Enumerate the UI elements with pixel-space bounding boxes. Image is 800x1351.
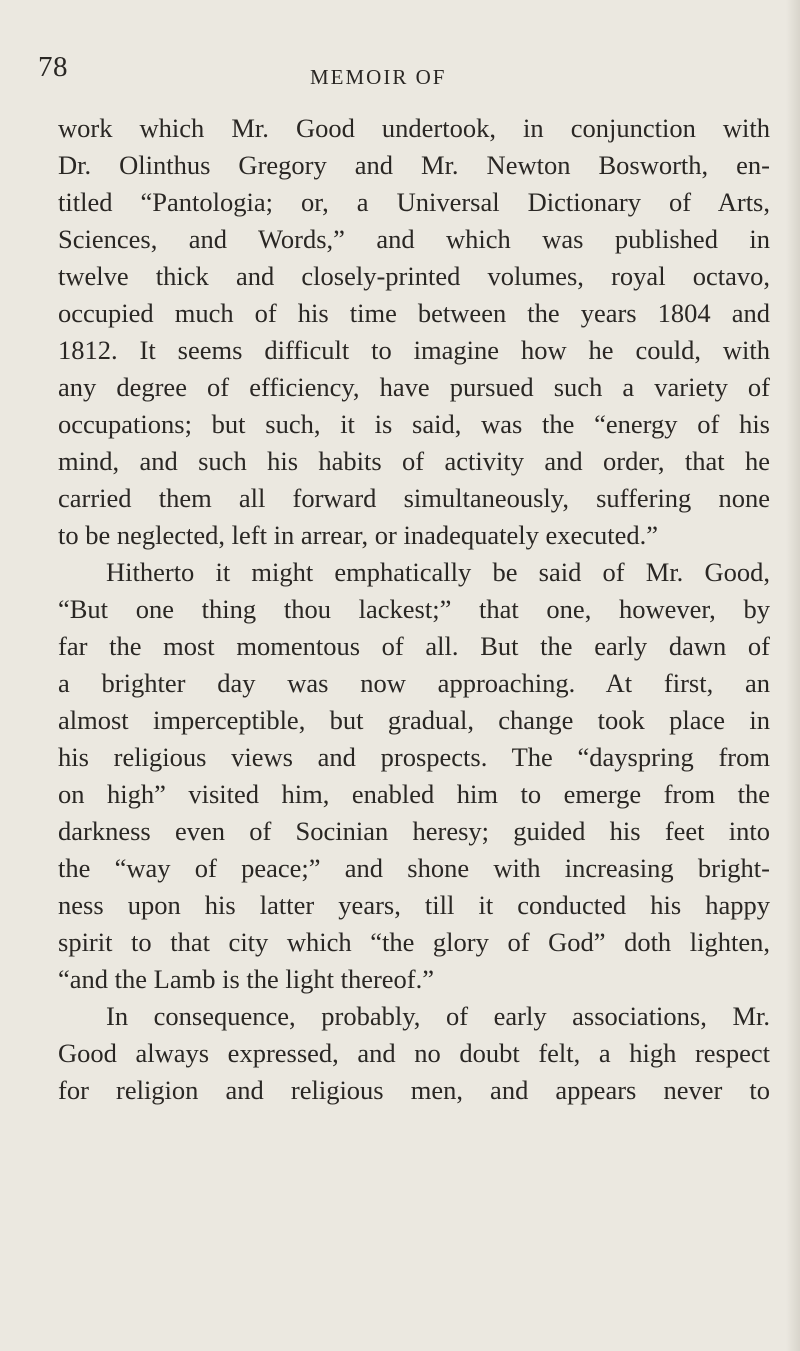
text-line: ness upon his latter years, till it conducted his happy (58, 890, 770, 920)
text-line: a brighter day was now approaching. At first, an (58, 668, 770, 698)
text-line: work which Mr. Good undertook, in conjunction with (58, 113, 770, 143)
paragraph (58, 998, 770, 1109)
text-line: spirit to that city which “the glory of God” doth lighten, (58, 927, 770, 957)
page-edge-shadow (786, 0, 800, 1351)
text-line: far the most momentous of all. But the early dawn of (58, 631, 770, 661)
text-line: mind, and such his habits of activity and order, that he (58, 446, 770, 476)
text-line: Good always expressed, and no doubt felt, a high respect (58, 1038, 770, 1068)
text-line: almost imperceptible, but gradual, change took place in (58, 705, 770, 735)
text-line: any degree of efficiency, have pursued such a variety of (58, 372, 770, 402)
text-line: carried them all forward simultaneously, suffering none (58, 483, 770, 513)
paragraph (58, 110, 770, 554)
text-line: 1812. It seems difficult to imagine how he could, with (58, 335, 770, 365)
running-head: MEMOIR OF (310, 65, 447, 89)
text-line: occupations; but such, it is said, was the “energy of his (58, 409, 770, 439)
text-line: “But one thing thou lackest;” that one, however, by (58, 594, 770, 624)
paragraph (58, 554, 770, 998)
text-line: to be neglected, left in arrear, or inadequately executed.” (58, 520, 659, 550)
body-text (58, 110, 770, 1109)
text-line: Sciences, and Words,” and which was published in (58, 224, 770, 254)
text-line: titled “Pantologia; or, a Universal Dictionary of Arts, (58, 187, 770, 217)
text-line: In consequence, probably, of early associations, Mr. (106, 1001, 770, 1031)
text-line: “and the Lamb is the light thereof.” (58, 964, 435, 994)
text-line: for religion and religious men, and appears never to (58, 1075, 770, 1105)
text-line: Dr. Olinthus Gregory and Mr. Newton Bosworth, en- (58, 150, 770, 180)
text-line: darkness even of Socinian heresy; guided his feet into (58, 816, 770, 846)
text-line: twelve thick and closely-printed volumes, royal octavo, (58, 261, 770, 291)
text-line: Hitherto it might emphatically be said of Mr. Good, (106, 557, 770, 587)
text-line: on high” visited him, enabled him to emerge from the (58, 779, 770, 809)
text-line: his religious views and prospects. The “dayspring from (58, 742, 770, 772)
text-line: occupied much of his time between the years 1804 and (58, 298, 770, 328)
text-line: the “way of peace;” and shone with increasing bright- (58, 853, 770, 883)
page-number: 78 (38, 51, 68, 83)
